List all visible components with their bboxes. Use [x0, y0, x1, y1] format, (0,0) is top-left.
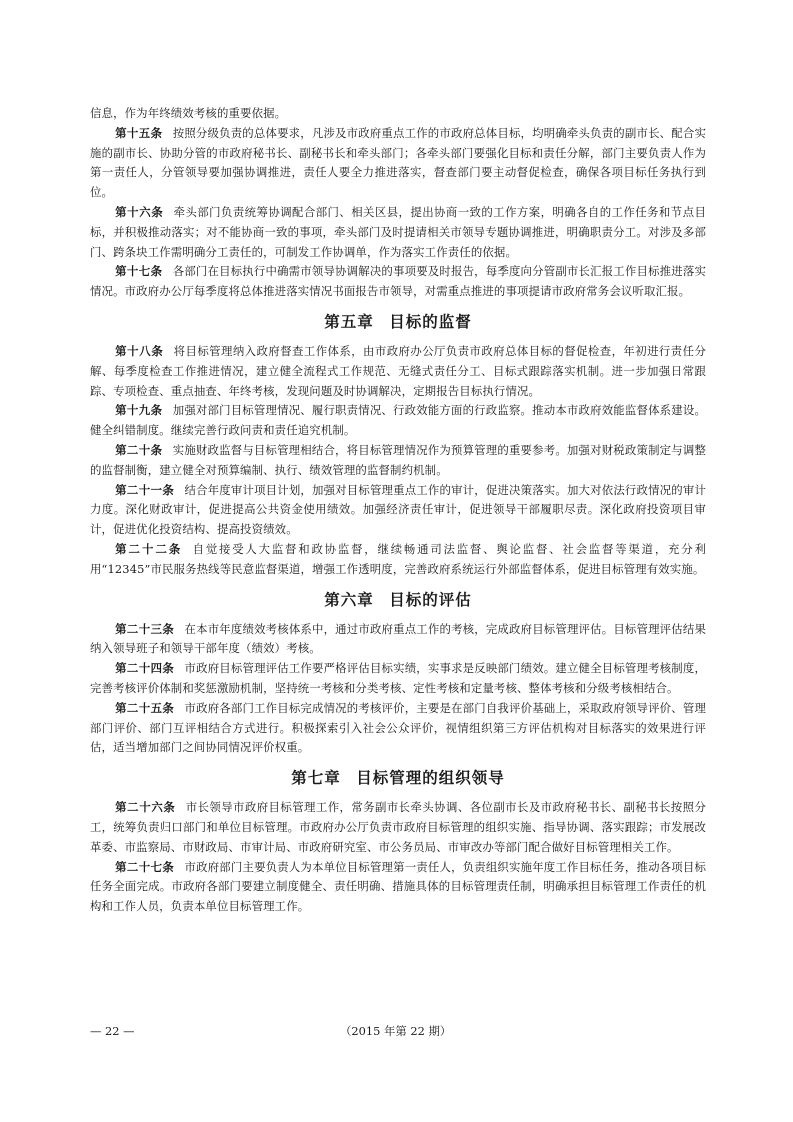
article-label: 第十九条 [115, 403, 163, 418]
articles-block-3 [90, 620, 706, 759]
article-label: 第十六条 [115, 204, 164, 219]
article-22 [90, 540, 706, 580]
chapter-number: 第五章 [324, 312, 374, 331]
article-27 [90, 858, 706, 917]
article-label: 第十七条 [115, 264, 163, 279]
article-text: 市政府目标管理评估工作要严格评估目标实绩，实事求是反映部门绩效。建立健全目标管理考核制度，完善考核评价体制和奖惩激励机制，坚持统一考核和分类考核、定性考核和定量考核、整体考核和分级考核相结合。 [90, 661, 706, 695]
article-label: 第二十条 [115, 442, 163, 457]
chapter-title: 目标的监督 [389, 312, 472, 331]
article-text: 各部门在目标执行中确需市领导协调解决的事项要及时报告，每季度向分管副市长汇报工作目标推进落实情况。市政府办公厅每季度将总体推进落实情况书面报告市领导，对需重点推进的事项提请市政府常务会议听取汇报。 [90, 264, 707, 299]
article-text: 按照分级负责的总体要求，凡涉及市政府重点工作的市政府总体目标，均明确牵头负责的副市长、配合实施的副市长、协助分管的市政府秘书长、副秘书长和牵头部门；各牵头部门要强化目标和责任分解，部门主要负责人作为第一责任人，分管领导要加强协调推进，责任人要全力推进落实，督查部门要主动督促检查，确保各项目标任务执行到位。 [90, 125, 707, 200]
article-label: 第二十六条 [115, 800, 176, 815]
chapter-7-heading [90, 767, 706, 789]
articles-block-1 [90, 124, 706, 302]
article-text: 在本市年度绩效考核体系中，通过市政府重点工作的考核，完成政府目标管理评估。目标管理评估结果纳入领导班子和领导干部年度（绩效）考核。 [90, 621, 706, 656]
article-text: 牵头部门负责统筹协调配合部门、相关区县，提出协商一致的工作方案，明确各自的工作任务和节点目标，并积极推动落实；对不能协商一致的事项，牵头部门及时提请相关市领导专题协调推进，明确职责分工。对涉及多部门、跨条块工作需明确分工责任的，可制发工作协调单，作为落实工作责任的依据。 [90, 204, 706, 259]
article-26 [90, 798, 706, 857]
page-number: — 22 — [90, 1024, 135, 1038]
article-text: 市长领导市政府目标管理工作，常务副市长牵头协调、各位副市长及市政府秘书长、副秘书长按照分工，统筹负责归口部门和单位目标管理。市政府办公厅负责市政府目标管理的组织实施、指导协调、落实跟踪；市发展改革委、市监察局、市财政局、市审计局、市政府研究室、市公务员局、市审改办等部门配合做好目标管理相关工作。 [90, 800, 706, 854]
article-label: 第十八条 [115, 343, 164, 358]
article-label: 第二十三条 [115, 621, 175, 636]
chapter-5-heading [90, 311, 706, 333]
article-text: 自觉接受人大监督和政协监督，继续畅通司法监督、舆论监督、社会监督等渠道，充分利用“12345”市民服务热线等民意监督渠道，增强工作透明度，完善政府系统运行外部监督体系，促进目标管理有效实施。 [90, 541, 706, 576]
chapter-number: 第六章 [324, 590, 374, 609]
article-label: 第二十四条 [115, 661, 175, 676]
article-text: 将目标管理纳入政府督查工作体系，由市政府办公厅负责市政府总体目标的督促检查，年初进行责任分解、每季度检查工作推进情况，建立健全流程式工作规范、无缝式责任分工、目标式跟踪落实机制。进一步加强日常跟踪、专项检查、重点抽查、年终考核，发现问题及时协调解决，定期报告目标执行情况。 [90, 343, 706, 398]
chapter-6-heading [90, 589, 706, 611]
lead-paragraph: 信息，作为年终绩效考核的重要依据。 [90, 106, 287, 120]
article-text: 结合年度审计项目计划，加强对目标管理重点工作的审计，促进决策落实。加大对依法行政情况的审计力度。深化财政审计，促进提高公共资金使用绩效。加强经济责任审计，促进领导干部履职尽责。深化政府投资项目审计，促进优化投资结构、提高投资绩效。 [90, 482, 706, 537]
article-21 [90, 481, 706, 540]
article-text: 实施财政监督与目标管理相结合，将目标管理情况作为预算管理的重要参考。加强对财税政策制定与调整的监督制衡，建立健全对预算编制、执行、绩效管理的监督制约机制。 [90, 442, 707, 477]
article-20 [90, 441, 706, 481]
article-24 [90, 659, 706, 699]
issue-label: （2015 年第 22 期） [340, 1024, 452, 1038]
article-text: 加强对部门目标管理情况、履行职责情况、行政效能方面的行政监察。推动本市政府效能监督体系建设。健全纠错制度。继续完善行政问责和责任追究机制。 [90, 403, 707, 438]
article-label: 第二十二条 [115, 541, 183, 556]
article-23 [90, 620, 706, 660]
article-17 [90, 262, 706, 302]
article-label: 第二十五条 [115, 700, 175, 715]
document-body [90, 104, 706, 917]
articles-block-4 [90, 798, 706, 917]
article-text: 市政府部门主要负责人为本单位目标管理第一责任人，负责组织实施年度工作目标任务，推动各项目标任务全面完成。市政府各部门要建立制度健全、责任明确、措施具体的目标管理责任制，明确承担目标管理工作责任的机构和工作人员，负责本单位目标管理工作。 [90, 859, 706, 914]
article-25 [90, 699, 706, 758]
chapter-title: 目标管理的组织领导 [356, 769, 505, 788]
article-18 [90, 342, 706, 401]
chapter-title: 目标的评估 [389, 590, 472, 609]
article-19 [90, 401, 706, 441]
articles-block-2 [90, 342, 706, 580]
article-label: 第二十七条 [115, 859, 175, 874]
article-label: 第二十一条 [115, 482, 175, 497]
chapter-number: 第七章 [291, 769, 341, 788]
article-text: 市政府各部门工作目标完成情况的考核评价，主要是在部门自我评价基础上，采取政府领导评价、管理部门评价、部门互评相结合方式进行。积极探索引入社会公众评价，视情组织第三方评估机构对目标落实的效果进行评估，适当增加部门之间协同情况评价权重。 [90, 700, 706, 755]
article-16 [90, 203, 706, 262]
article-15 [90, 124, 706, 203]
article-label: 第十五条 [115, 125, 163, 140]
